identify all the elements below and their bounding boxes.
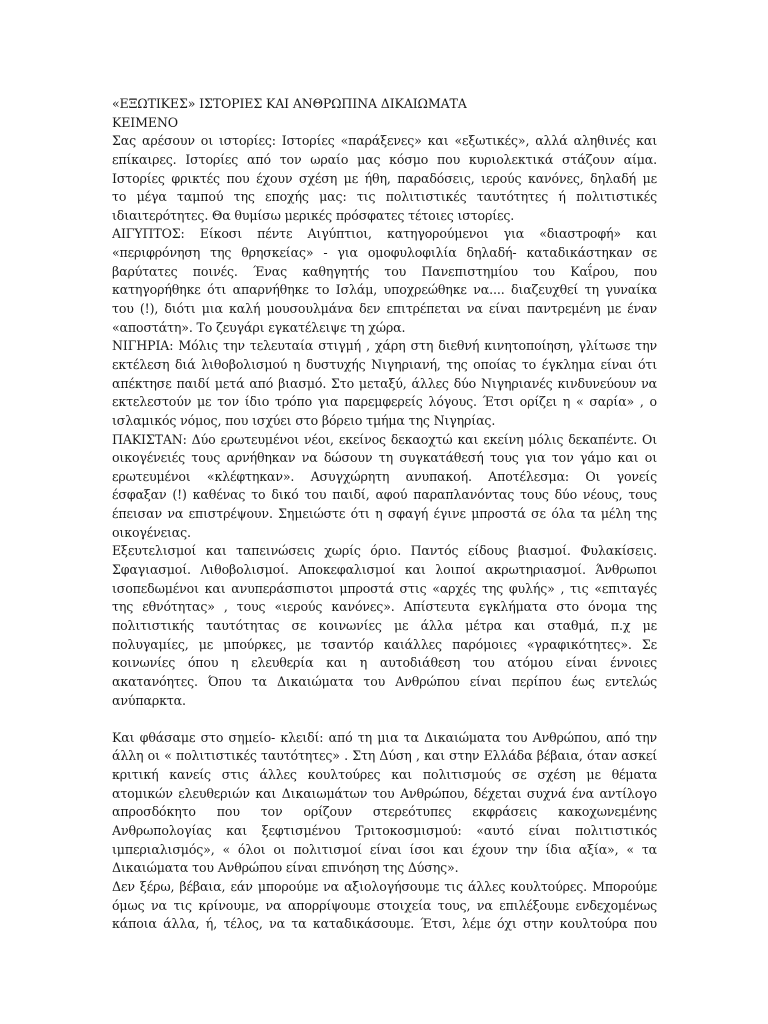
text-line: ΠΑΚΙΣΤΑΝ: Δύο ερωτευμένοι νέοι, εκείνος δεκαοχτώ και εκείνη μόλις δεκαπέντε. Οι [112, 431, 657, 447]
text-line: Ανθρωπολογίας και ξεφτισμένου Τριτοκοσμισμού: «αυτό είναι πολιτιστικός [112, 822, 657, 838]
text-line: όμως να τις κρίνουμε, να απορρίψουμε στοιχεία τους, να επιλέξουμε ενδεχομένως [112, 897, 657, 913]
text-line: της εθνότητας» , τους «ιερούς κανόνες». Απίστευτα εγκλήματα στο όνομα της [112, 599, 657, 615]
text-line: Ιστορίες φρικτές που έχουν σχέση με ήθη, παραδόσεις, ιερούς κανόνες, δηλαδή με [112, 170, 657, 186]
text-line: οικογένειές τους αρνήθηκαν να δώσουν τη συγκατάθεσή τους για τον γάμο και οι [112, 450, 657, 466]
document-page [112, 95, 657, 934]
blank-line [112, 710, 657, 729]
text-line: κριτική κανείς στις άλλες κουλτούρες και πολιτισμούς σε σχέση με θέματα [112, 767, 657, 783]
text-line: πολιτιστικής ταυτότητας σε κοινωνίες με άλλα μέτρα και σταθμά, π.χ με [112, 617, 657, 633]
text-line: «περιφρόνηση της θρησκείας» - για ομοφυλοφιλία δηλαδή- καταδικάστηκαν σε [112, 245, 657, 261]
text-line: ισλαμικός νόμος, που ισχύει στο βόρειο τμήμα της Νιγηρίας. [112, 412, 496, 428]
text-line: ακατανόητες. Όπου τα Δικαιώματα του Ανθρώπου είναι περίπου έως εντελώς [112, 673, 657, 689]
text-line: κατηγορήθηκε ότι απαρνήθηκε το Ισλάμ, υποχρεώθηκε να.... διαζευχθεί τη γυναίκα [112, 282, 657, 298]
text-line: ατομικών ελευθεριών και Δικαιωμάτων του Ανθρώπου, δέχεται συχνά ένα αντίλογο [112, 785, 657, 801]
text-line: άλλη οι « πολιτιστικές ταυτότητες» . Στη Δύση , και στην Ελλάδα βέβαια, όταν ασκεί [112, 748, 657, 764]
text-line: «αποστάτη». Το ζευγάρι εγκατέλειψε τη χώρα. [112, 319, 406, 335]
text-line: Και φθάσαμε στο σημείο- κλειδί: από τη μια τα Δικαιώματα του Ανθρώπου, από την [112, 729, 657, 745]
text-line: Σφαγιασμοί. Λιθοβολισμοί. Αποκεφαλισμοί και λοιποί ακρωτηριασμοί. Άνθρωποι [112, 562, 657, 578]
document-title: «ΕΞΩΤΙΚΕΣ» ΙΣΤΟΡΙΕΣ ΚΑΙ ΑΝΘΡΩΠΙΝΑ ΔΙΚΑΙΩΜΑΤΑ [112, 96, 467, 111]
text-line: ιμπεριαλισμός», « όλοι οι πολιτισμοί είναι ίσοι και έχουν την ίδια αξία», « τα [112, 841, 657, 857]
text-line: βαρύτατες ποινές. Ένας καθηγητής του Πανεπιστημίου του Καΐρου, που [112, 263, 657, 279]
text-line: επίκαιρες. Ιστορίες από τον ωραίο μας κόσμο που κυριολεκτικά στάζουν αίμα. [112, 151, 657, 167]
text-line: ισοπεδωμένοι και ανυπεράσπιστοι μπροστά στις «αρχές της φυλής» , τις «επιταγές [112, 580, 657, 596]
text-line: του (!), διότι μια καλή μουσουλμάνα δεν επιτρέπεται να είναι παντρεμένη με έναν [112, 301, 657, 317]
text-line: κάποια άλλα, ή, τέλος, να τα καταδικάσουμε. Έτσι, λέμε όχι στην κουλτούρα που [112, 916, 657, 932]
text-line: Δικαιώματα του Ανθρώπου είναι επινόηση της Δύσης». [112, 860, 459, 876]
text-line: ανύπαρκτα. [112, 692, 186, 708]
text-line: εκτελεστούν με τον ίδιο τρόπο για παρεμφερείς λόγους. Έτσι ορίζει η « σαρία» , ο [112, 394, 657, 410]
text-line: Σας αρέσουν οι ιστορίες: Ιστορίες «παράξενες» και «εξωτικές», αλλά αληθινές και [112, 133, 657, 149]
text-line: Δεν ξέρω, βέβαια, εάν μπορούμε να αξιολογήσουμε τις άλλες κουλτούρες. Μπορούμε [112, 878, 657, 894]
text-line: έσφαξαν (!) καθένας το δικό του παιδί, αφού παραπλανόντας τους δύο νέους, τους [112, 487, 657, 503]
text-line: το μέγα ταμπού της εποχής μας: τις πολιτιστικές ταυτότητες ή πολιτιστικές [112, 189, 657, 205]
text-line: κοινωνίες όπου η ελευθερία και η αυτοδιάθεση του ατόμου είναι έννοιες [112, 655, 657, 671]
text-line: εκτέλεση διά λιθοβολισμού η δυστυχής Νιγηριανή, της οποίας το έγκλημα είναι ότι [112, 356, 657, 372]
text-line: έπεισαν να επιστρέψουν. Σημειώστε ότι η σφαγή έγινε μπροστά σε όλα τα μέλη της [112, 506, 657, 522]
text-line: απροσδόκητο που τον ορίζουν στερεότυπες εκφράσεις κακοχωνεμένης [112, 804, 657, 820]
document-subtitle: ΚΕΙΜΕΝΟ [112, 114, 178, 130]
text-line: ΝΙΓΗΡΙΑ: Μόλις την τελευταία στιγμή , χάρη στη διεθνή κινητοποίηση, γλίτωσε την [112, 338, 657, 354]
text-line: απέκτησε παιδί μετά από βιασμό. Στο μεταξύ, άλλες δύο Νιγηριανές κινδυνεύουν να [112, 375, 657, 391]
text-line: οικογένειας. [112, 524, 191, 540]
text-line: ΑΙΓΥΠΤΟΣ: Είκοσι πέντε Αιγύπτιοι, κατηγορούμενοι για «διαστροφή» και [112, 226, 657, 242]
text-line: πολυγαμίες, με μπούρκες, με τσαντόρ καιάλλες παρόμοιες «γραφικότητες». Σε [112, 636, 657, 652]
text-line: Εξευτελισμοί και ταπεινώσεις χωρίς όριο. Παντός είδους βιασμοί. Φυλακίσεις. [112, 543, 657, 559]
text-line: ιδιαιτερότητες. Θα θυμίσω μερικές πρόσφατες τέτοιες ιστορίες. [112, 207, 515, 223]
text-line: ερωτευμένοι «κλέφτηκαν». Ασυγχώρητη ανυπακοή. Αποτέλεσμα: Οι γονείς [112, 468, 657, 484]
